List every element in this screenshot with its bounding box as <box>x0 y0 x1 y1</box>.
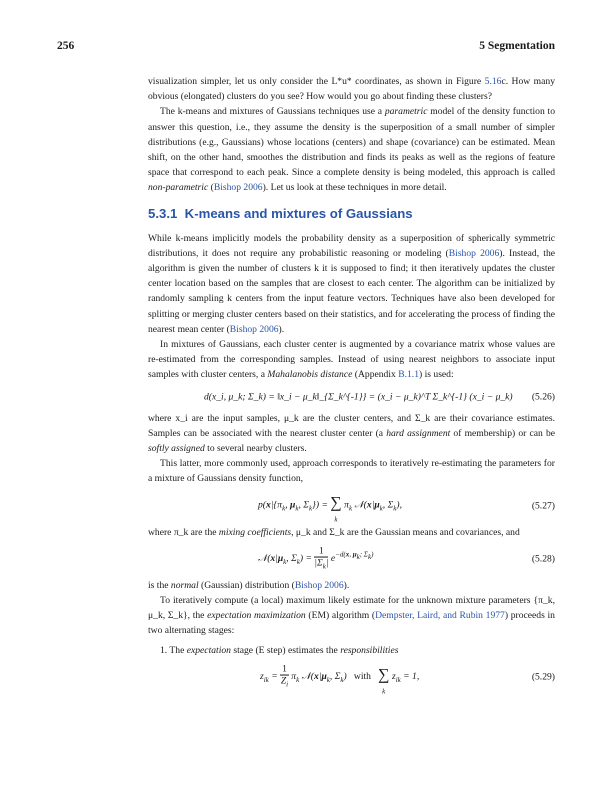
chapter-title: 5 Segmentation <box>479 40 555 52</box>
citation-link[interactable]: Dempster, Laird, and Rubin 1977 <box>375 610 505 622</box>
equation-5-28 <box>148 542 555 576</box>
equation-expression: $z_{ik}$ = $\frac{1}{Z_i}$ $\pi_k$ $𝒩(x|\mu_k$, $\Sigma_k$) with ∑ k $z_{ik} = 1$, <box>260 663 420 696</box>
paragraph-samples: where x_i are the input samples, μ_k are the cluster centers, and Σ_k are their covariance estimates. Samples can be associated with the nearest cluster center (a hard assignment of membership) or can be softly assigned to several nearby clusters. <box>148 412 555 455</box>
page-body <box>148 74 555 696</box>
citation-link[interactable]: Bishop 2006 <box>294 579 344 591</box>
page-number: 256 <box>57 40 75 52</box>
paragraph-kmeans: While k-means implicitly models the probability density as a superposition of spherically symmetric distributions, it does not require any probabilistic reasoning or modeling (Bishop 2006). Instead, the algorithm is given the number of clusters k it is supposed to find; it then iteratively updates the cluster center location based on the samples that are closest to each center. The algorithm can be initialized by randomly sampling k centers from the input feature vectors. Techniques have also been developed for splitting or merging cluster centers based on their statistics, and for accelerating the process of finding the nearest mean center (Bishop 2006). <box>148 232 555 335</box>
paragraph-parametric: The k-means and mixtures of Gaussians techniques use a parametric model of the density function to answer this question, i.e., they assume the density is the superposition of a small number of simpler distributions (e.g., Gaussians) whose locations (centers) and shape (covariance) can be estimated. Mean shift, on the other hand, smoothes the distribution and finds its peaks as well as the regions of feature space that correspond to each peak. Since a complete density is being modeled, this approach is called non-parametric (Bishop 2006). Let us look at these techniques in more detail. <box>148 106 555 194</box>
equation-number: (5.26) <box>531 391 555 403</box>
figure-link[interactable]: 5.16 <box>484 76 502 87</box>
equation-expression: $p(x|\{\pi_k$, $\mu_k$, $\Sigma_k$}) = ∑ k $\pi_k$ $𝒩(x|\mu_k$, $\Sigma_k$), <box>258 494 402 524</box>
appendix-link[interactable]: B.1.1 <box>398 369 419 381</box>
paragraph-normal: is the normal (Gaussian) distribution (Bishop 2006). <box>148 579 350 591</box>
page-header <box>57 40 555 54</box>
equation-5-27 <box>148 489 555 523</box>
paragraph-em: To iteratively compute (a local) maximum likely estimate for the unknown mixture parameters {π_k, μ_k, Σ_k}, the expectation maximization (EM) algorithm (Dempster, Laird, and Rubin 1977) proceeds in two alternating stages: <box>148 595 555 637</box>
em-steps-list <box>148 643 555 658</box>
citation-link[interactable]: Bishop 2006 <box>213 182 263 194</box>
equation-5-26 <box>148 385 555 409</box>
citation-link[interactable]: Bishop 2006 <box>448 247 500 259</box>
equation-number: (5.28) <box>531 553 555 565</box>
citation-link[interactable]: Bishop 2006 <box>229 323 279 335</box>
paragraph-mixing: where π_k are the mixing coefficients, μ_k and Σ_k are the Gaussian means and covariances, and <box>148 526 520 538</box>
paragraph-latter: This latter, more commonly used, approach corresponds to iteratively re-estimating the parameters for a mixture of Gaussians density function, <box>148 458 555 485</box>
paragraph-mixtures: In mixtures of Gaussians, each cluster center is augmented by a covariance matrix whose values are re-estimated from the corresponding samples. Instead of using nearest neighbors to associate input samples with cluster centers, a Mahalanobis distance (Appendix B.1.1) is used: <box>148 339 555 381</box>
equation-5-29 <box>148 660 555 694</box>
equation-number: (5.29) <box>531 671 555 683</box>
list-item: 1. The expectation stage (E step) estimates the responsibilities <box>160 644 399 656</box>
paragraph-intro: visualization simpler, let us only consider the L*u* coordinates, as shown in Figure 5.16c. How many obvious (elongated) clusters do you see? How would you go about finding these clusters? <box>148 76 555 103</box>
equation-expression: $𝒩(x|\mu_k$, $\Sigma_k$) = $\frac{1}{|\Sigma_k|}$ $e^{-d(x, \mu_k; \Sigma_k)}$ <box>258 545 374 571</box>
section-heading: 5.3.1 K-means and mixtures of Gaussians <box>148 205 413 221</box>
equation-number: (5.27) <box>531 500 555 512</box>
equation-expression: d(x_i, μ_k; Σ_k) = ‖x_i − μ_k‖_{Σ_k^{-1}} = (x_i − μ_k)^T Σ_k^{-1} (x_i − μ_k) <box>204 391 513 403</box>
